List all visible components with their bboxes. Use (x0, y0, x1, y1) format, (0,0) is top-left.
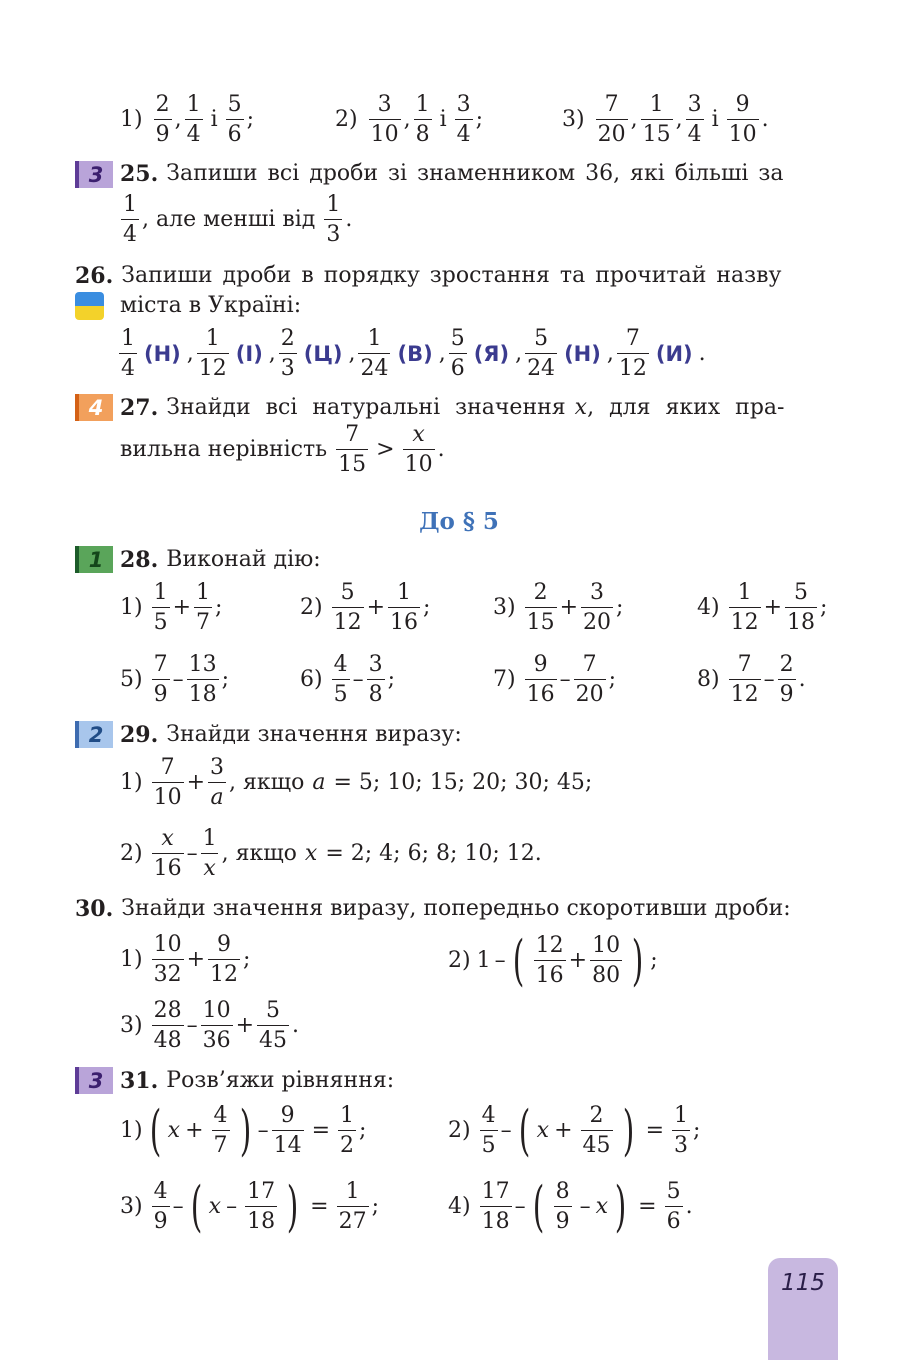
exercise-31-item-3: 3) 4 9 – ( x – 17 18 ) = $\frac{1}{27}$ ; (120, 1175, 380, 1238)
fraction: 5 24 (527, 326, 556, 381)
exercise-29-title: 29. Знайди значення виразу: (120, 722, 462, 748)
exercise-29-item-2: 2) x 16 – 1 x , якщо x = 2; 4; 6; 8; 10; 12. (120, 826, 542, 881)
letter-label: (Ц) (303, 341, 343, 366)
difficulty-badge: 4 (75, 394, 113, 421)
fraction: $\frac{1}{3}$ (674, 1103, 689, 1158)
exercise-31-item-4: 4) 17 18 – ( 8 9 – x ) = $\frac{5}{6}$ . (448, 1175, 693, 1238)
exercise-28-item: 1) 1 5 + $\frac{1}{7}$ ; (120, 580, 223, 635)
fraction: $\frac{3}{a}$ (210, 755, 225, 810)
exercise-30-item-1: 1) 10 32 + $\frac{9}{12}$ ; (120, 932, 251, 987)
exercise-number: 26. (75, 263, 114, 289)
fraction: 2 9 (155, 92, 170, 147)
fraction: 4 5 (333, 652, 348, 707)
fraction: $\frac{9}{14}$ (273, 1103, 302, 1158)
fraction: 3 4 (456, 92, 471, 147)
exercise-text: Запиши всі дроби зі знаменником 36, які більші за (166, 161, 784, 186)
fraction: 5 6 (450, 326, 465, 381)
fraction: 1 15 (642, 92, 671, 147)
fraction: $\frac{1}{27}$ (338, 1179, 367, 1234)
fraction: 1 24 (360, 326, 389, 381)
exercise-26-line-2: міста в Україні: (120, 293, 302, 318)
fraction: 3 10 (370, 92, 399, 147)
item-label: 3) (562, 107, 585, 132)
exercise-number: 28. (120, 547, 159, 573)
letter-label: (Н) (144, 341, 181, 366)
difficulty-badge: 3 (75, 1067, 113, 1094)
fraction: $\frac{5}{18}$ (787, 580, 816, 635)
fraction: 12 16 (535, 933, 564, 988)
fraction: 5 12 (333, 580, 362, 635)
exercise-28-item: 5) 7 9 – 13 18 ; (120, 652, 230, 707)
fraction: 1 x (202, 826, 217, 881)
letter-label: (Н) (564, 341, 601, 366)
exercise-31-title: 31. Розв’яжи рівняння: (120, 1068, 395, 1094)
fraction: 3 4 (687, 92, 702, 147)
fraction: x 16 (153, 826, 182, 881)
fraction: 3 8 (368, 652, 383, 707)
fraction: 7 12 (730, 652, 759, 707)
section-heading: До § 5 (419, 508, 499, 535)
exercise-28-item: 6) 4 5 – 3 8 ; (300, 652, 396, 707)
exercise-27-line-1: 27. Знайди всі натуральні значення x , для яких пра- (120, 395, 785, 421)
exercise-28-title: 28. Виконай дію: (120, 547, 321, 573)
fraction: $\frac{4}{7}$ (213, 1103, 228, 1158)
letter-label: (Я) (473, 341, 510, 366)
fraction: 1 4 (121, 326, 135, 381)
fraction: 7 9 (153, 652, 168, 707)
exercise-24-item-2: 2) 3 10 , 1 8 і 3 4 ; (335, 92, 484, 147)
difficulty-badge: 1 (75, 546, 113, 573)
fraction: 5 6 (227, 92, 242, 147)
fraction: 1 8 (415, 92, 430, 147)
exercise-28-item: 4) 1 12 + $\frac{5}{18}$ ; (697, 580, 828, 635)
fraction: $\frac{1}{16}$ (390, 580, 419, 635)
fraction: 2 9 (779, 652, 794, 707)
exercise-28-item: 2) 5 12 + $\frac{1}{16}$ ; (300, 580, 431, 635)
exercise-25-line-1 (120, 163, 784, 185)
exercise-29-item-1: 1) 7 10 + $\frac{3}{a}$ , якщо a = 5; 10; 15; 20; 30; 45; (120, 755, 593, 810)
letter-label: (І) (235, 341, 263, 366)
exercise-number: 27. (120, 395, 159, 421)
fraction: $\frac{9}{12}$ (210, 932, 239, 987)
exercise-31-item-2: 2) 4 5 – ( x + $\frac{2}{45}$ ) = $\frac{1}{3}$ ; (448, 1099, 701, 1162)
fraction: 1 4 (123, 192, 137, 247)
fraction: 9 16 (526, 652, 555, 707)
fraction: x 10 (404, 422, 433, 477)
fraction: 2 15 (526, 580, 555, 635)
fraction: 13 18 (188, 652, 217, 707)
exercise-28-item: 3) 2 15 + $\frac{3}{20}$ ; (493, 580, 624, 635)
fraction: 1 12 (730, 580, 759, 635)
fraction: 1 12 (198, 326, 227, 381)
fraction: 17 18 (481, 1179, 510, 1234)
exercise-24-item-3: 3) 7 20 , 1 15 , 3 4 і 9 10 . (562, 92, 769, 147)
letter-label: (В) (397, 341, 433, 366)
fraction: 7 10 (153, 755, 182, 810)
exercise-31-item-1: 1) ( x + $\frac{4}{7}$ ) – $\frac{9}{14}$ = $\frac{1}{2}$ ; (120, 1099, 367, 1162)
exercise-26-line-1 (75, 265, 781, 287)
difficulty-badge: 2 (75, 721, 113, 748)
exercise-text: Запиши дроби в порядку зростання та прочитай назву (121, 263, 782, 288)
fraction: 7 12 (618, 326, 647, 381)
ukraine-flag-icon (75, 292, 104, 320)
exercise-30-title: 30. Знайди значення виразу, попередньо скоротивши дроби: (75, 896, 791, 922)
fraction: 1 4 (186, 92, 201, 147)
fraction: 1 3 (326, 192, 341, 247)
page-number-tab (768, 1258, 838, 1360)
fraction: 4 5 (481, 1103, 496, 1158)
fraction: 8 9 (555, 1179, 570, 1234)
fraction: 7 20 (575, 652, 604, 707)
exercise-26-fractions: 1 4 (Н) , 1 12 (І) , 2 3 (Ц) , 1 24 (В) , 5 6 (Я) , 5 24 (Н) , 7 12 (И) . (121, 326, 706, 381)
exercise-30-item-2: 2) 1 – ( 12 16 + $\frac{10}{80}$ ) ; (448, 929, 658, 992)
fraction: 7 20 (597, 92, 626, 147)
fraction: 17 18 (247, 1179, 276, 1234)
page-number: 115 (781, 1270, 825, 1296)
fraction: 28 48 (153, 998, 182, 1053)
fraction: 7 15 (338, 422, 367, 477)
exercise-28-item: 7) 9 16 – 7 20 ; (493, 652, 617, 707)
fraction: $\frac{5}{45}$ (259, 998, 288, 1053)
fraction: 2 3 (280, 326, 295, 381)
exercise-number: 31. (120, 1068, 159, 1094)
fraction: 10 36 (202, 998, 231, 1053)
exercise-number: 25. (120, 161, 159, 187)
exercise-25-line-2: 1 4 , але менші від 1 3 . (123, 192, 353, 247)
letter-label: (И) (655, 341, 693, 366)
fraction: $\frac{1}{7}$ (196, 580, 211, 635)
exercise-27-line-2: вильна нерівність 7 15 > x 10 . (120, 422, 445, 477)
fraction: $\frac{5}{6}$ (666, 1179, 681, 1234)
item-label: 1) (120, 107, 143, 132)
exercise-number: 29. (120, 722, 159, 748)
exercise-30-item-3: 3) 28 48 – 10 36 + $\frac{5}{45}$ . (120, 998, 300, 1053)
fraction: $\frac{1}{2}$ (340, 1103, 355, 1158)
exercise-24-item-1: 1) 2 9 , 1 4 і 5 6 ; (120, 92, 255, 147)
fraction: 1 5 (153, 580, 168, 635)
exercise-number: 30. (75, 896, 114, 922)
fraction: 10 32 (153, 932, 182, 987)
exercise-28-item: 8) 7 12 – 2 9 . (697, 652, 806, 707)
fraction: 4 9 (153, 1179, 168, 1234)
fraction: $\frac{2}{45}$ (582, 1103, 611, 1158)
item-label: 2) (335, 107, 358, 132)
fraction: 9 10 (728, 92, 757, 147)
difficulty-badge: 3 (75, 161, 113, 188)
fraction: $\frac{10}{80}$ (592, 933, 621, 988)
fraction: $\frac{3}{20}$ (583, 580, 612, 635)
